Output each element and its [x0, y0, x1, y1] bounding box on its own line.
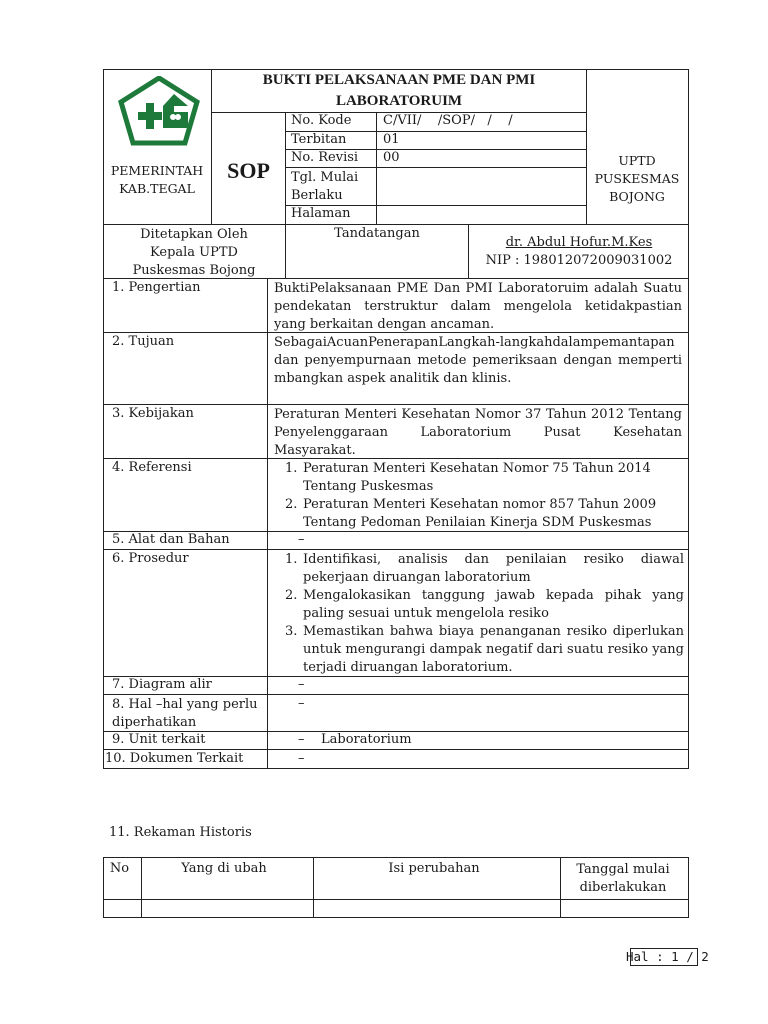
label-tujuan: 2. Tujuan	[112, 334, 175, 349]
label-alat: 5. Alat dan Bahan	[112, 532, 230, 547]
text-hal: –	[298, 696, 305, 711]
org-right: UPTD PUSKESMAS BOJONG	[594, 153, 680, 204]
approver-name: dr. Abdul Hofur.M.Kes	[505, 235, 653, 250]
meta-label-tgl-mulai: Tgl. Mulai Berlaku	[291, 170, 359, 203]
page-number	[626, 948, 709, 966]
label-pengertian: 1. Pengertian	[112, 280, 201, 295]
sop-label: SOP	[227, 158, 270, 183]
tandatangan-label: Tandatangan	[334, 226, 420, 241]
referensi-list	[272, 460, 684, 532]
meta-label-terbitan: Terbitan	[291, 132, 347, 147]
meta-label-kode: No. Kode	[291, 113, 352, 128]
text-tujuan: SebagaiAcuanPenerapanLangkah-langkahdalampemantapan dan penyempurnaan metode pemeriksaan dengan mempertimbangkan aspek analitik dan klinis.	[274, 335, 682, 386]
approver-nip: NIP : 198012072009031002	[485, 253, 673, 268]
list-item: 1. Identifikasi, analisis dan penilaian resiko diawal pekerjaan diruangan laboratorium	[285, 552, 684, 585]
text-dokumen: –	[298, 751, 305, 766]
text-alat: –	[298, 532, 305, 547]
list-item: 3. Memastikan bahwa biaya penanganan resiko diperlukan untuk mengurangi dampak negatif dari suatu resiko yang terjadi diruangan laboratorium.	[285, 624, 684, 675]
label-unit: 9. Unit terkait	[112, 732, 206, 747]
dash-unit: –	[298, 732, 305, 747]
text-kebijakan: Peraturan Menteri Kesehatan Nomor 37 Tahun 2012 Tentang Penyelenggaraan Laboratorium Pusat Kesehatan Masyarakat.	[274, 407, 682, 458]
list-item: 2. Peraturan Menteri Kesehatan nomor 857 Tahun 2009 Tentang Pedoman Penilaian Kinerja SDM Puskesmas	[285, 497, 657, 530]
rekaman-header-tanggal: Tanggal mulai diberlakukan	[576, 862, 670, 895]
meta-label-halaman: Halaman	[291, 206, 351, 221]
list-item: 2. Mengalokasikan tanggung jawab kepada pihak yang paling sesuai untuk mengelola resiko	[285, 588, 684, 621]
meta-value-revisi: 00	[383, 150, 400, 165]
org-left: PEMERINTAH KAB.TEGAL	[110, 163, 204, 196]
logo	[118, 76, 200, 146]
page-title: BUKTI PELAKSANAAN PME DAN PMI LABORATORUIM	[262, 72, 536, 109]
rekaman-header-yang-diubah: Yang di ubah	[181, 861, 267, 876]
text-pengertian: BuktiPelaksanaan PME Dan PMI Laboratoruim adalah Suatu pendekatan terstruktur dalam mengelola ketidakpastian yang berkaitan dengan ancaman.	[274, 281, 682, 332]
page-number-text: Hal : 1 / 2	[626, 949, 709, 964]
meta-value-kode: C/VII/ /SOP/ / /	[383, 113, 513, 128]
ditetapkan-oleh: Ditetapkan Oleh Kepala UPTD Puskesmas Bojong	[132, 227, 256, 278]
meta-label-revisi: No. Revisi	[291, 150, 359, 165]
label-referensi: 4. Referensi	[112, 460, 192, 475]
label-diagram: 7. Diagram alir	[112, 677, 212, 692]
rekaman-title: 11. Rekaman Historis	[109, 825, 252, 840]
text-unit: Laboratorium	[321, 732, 412, 747]
list-item: 1. Peraturan Menteri Kesehatan Nomor 75 Tahun 2014 Tentang Puskesmas	[285, 461, 651, 494]
prosedur-list	[272, 551, 684, 677]
label-kebijakan: 3. Kebijakan	[112, 406, 194, 421]
text-diagram: –	[298, 677, 305, 692]
meta-value-terbitan: 01	[383, 132, 400, 147]
label-dokumen: 10. Dokumen Terkait	[105, 751, 244, 766]
label-prosedur: 6. Prosedur	[112, 551, 189, 566]
rekaman-header-isi: Isi perubahan	[388, 861, 480, 876]
label-hal: 8. Hal –hal yang perlu diperhatikan	[112, 697, 258, 730]
rekaman-header-no: No	[109, 861, 130, 876]
